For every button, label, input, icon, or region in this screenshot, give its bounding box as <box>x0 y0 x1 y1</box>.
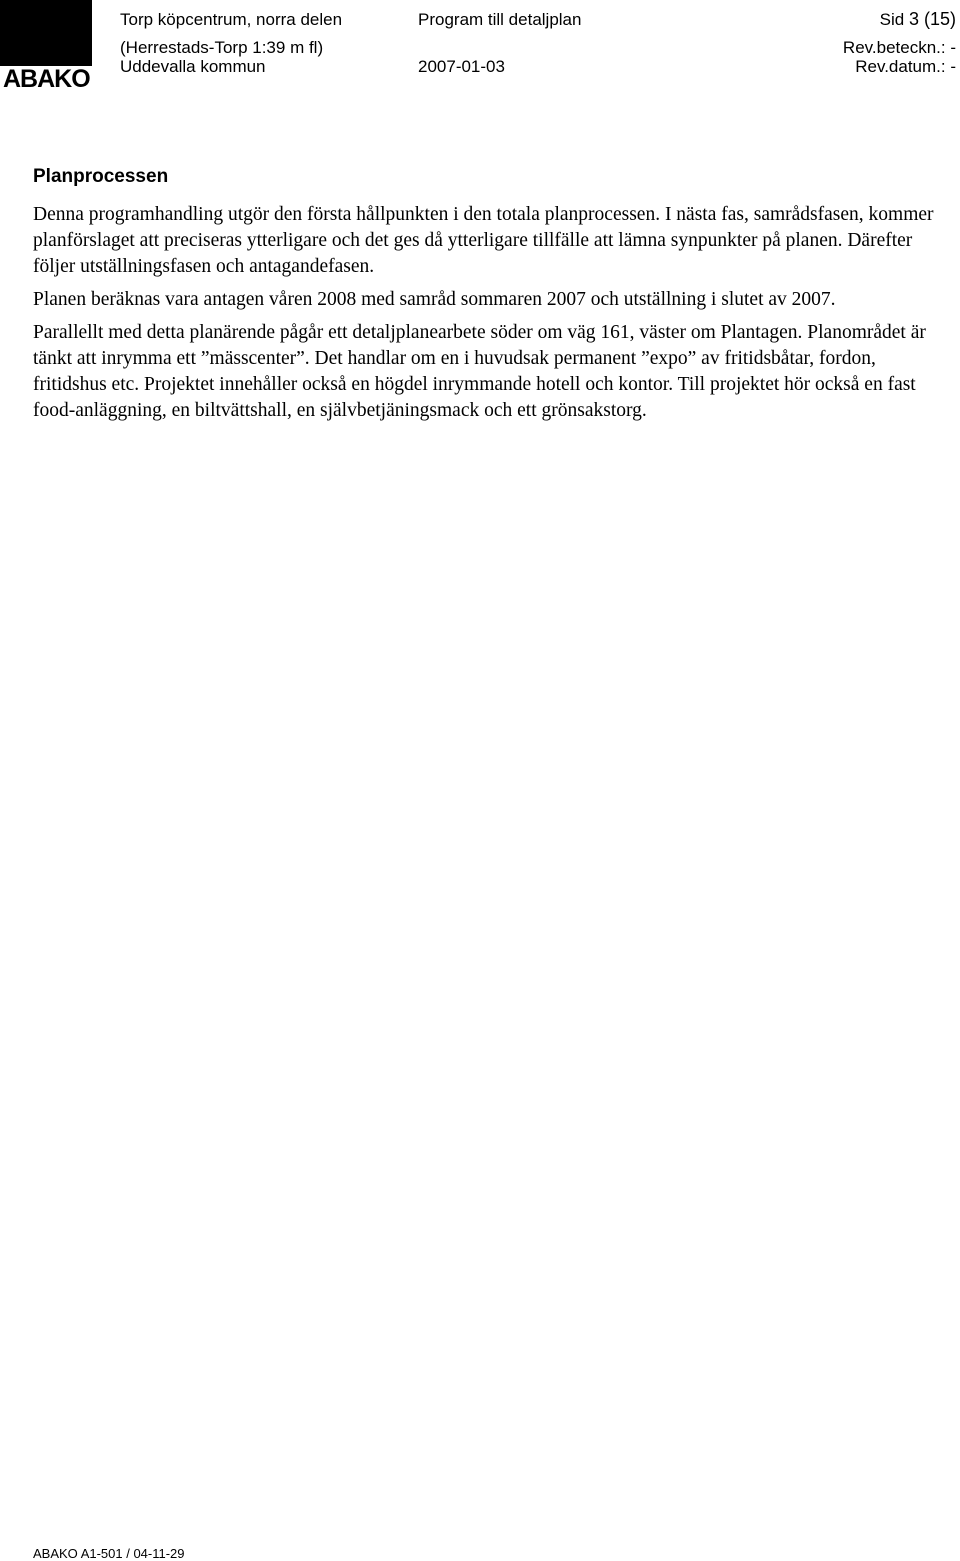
paragraph-planprocess: Denna programhandling utgör den första hållpunkten i den totala planprocessen. I nästa fas, samrådsfasen, kommer planförslaget att preciseras ytterligare och det ges då ytterligare tillfälle att lämna synpunkter på planen. Därefter följer utställningsfasen och antagandefasen. <box>33 204 934 277</box>
paragraph-timeline: Planen beräknas vara antagen våren 2008 med samråd sommaren 2007 och utställning i slutet av 2007. <box>33 289 836 310</box>
municipality: Uddevalla kommun <box>120 57 266 76</box>
document-body <box>33 164 938 431</box>
revision-date: Rev.datum.: - <box>855 57 956 76</box>
project-subtitle: (Herrestads-Torp 1:39 m fl) <box>120 38 324 57</box>
page-footer: ABAKO A1-501 / 04-11-29 <box>33 1546 185 1561</box>
page-indicator <box>880 9 956 30</box>
project-name: Torp köpcentrum, norra delen <box>120 10 343 29</box>
paragraph-parallel-project: Parallellt med detta planärende pågår ett detaljplanearbete söder om väg 161, väster om Plantagen. Planområdet är tänkt att inrymma ett ”mässcenter”. Det handlar om en i huvudsak permanent ”expo” av fritidsbåtar, fordon, fritidshus etc. Projektet innehåller också en högdel inrymmande hotell och kontor. Till projektet hör också en fast food-anläggning, en biltvättshall, en självbetjäningsmack och ett grönsakstorg. <box>33 322 926 421</box>
page-header <box>0 0 960 96</box>
page-label: Sid <box>879 10 905 29</box>
abako-logo <box>0 0 92 90</box>
section-title: Planprocessen <box>33 166 169 187</box>
revision-designation: Rev.beteckn.: - <box>842 38 956 57</box>
svg-text:ABAKO: ABAKO <box>3 65 90 90</box>
document-type: Program till detaljplan <box>418 10 582 29</box>
document-date: 2007-01-03 <box>418 57 505 76</box>
page-number: 3 (15) <box>908 9 956 29</box>
